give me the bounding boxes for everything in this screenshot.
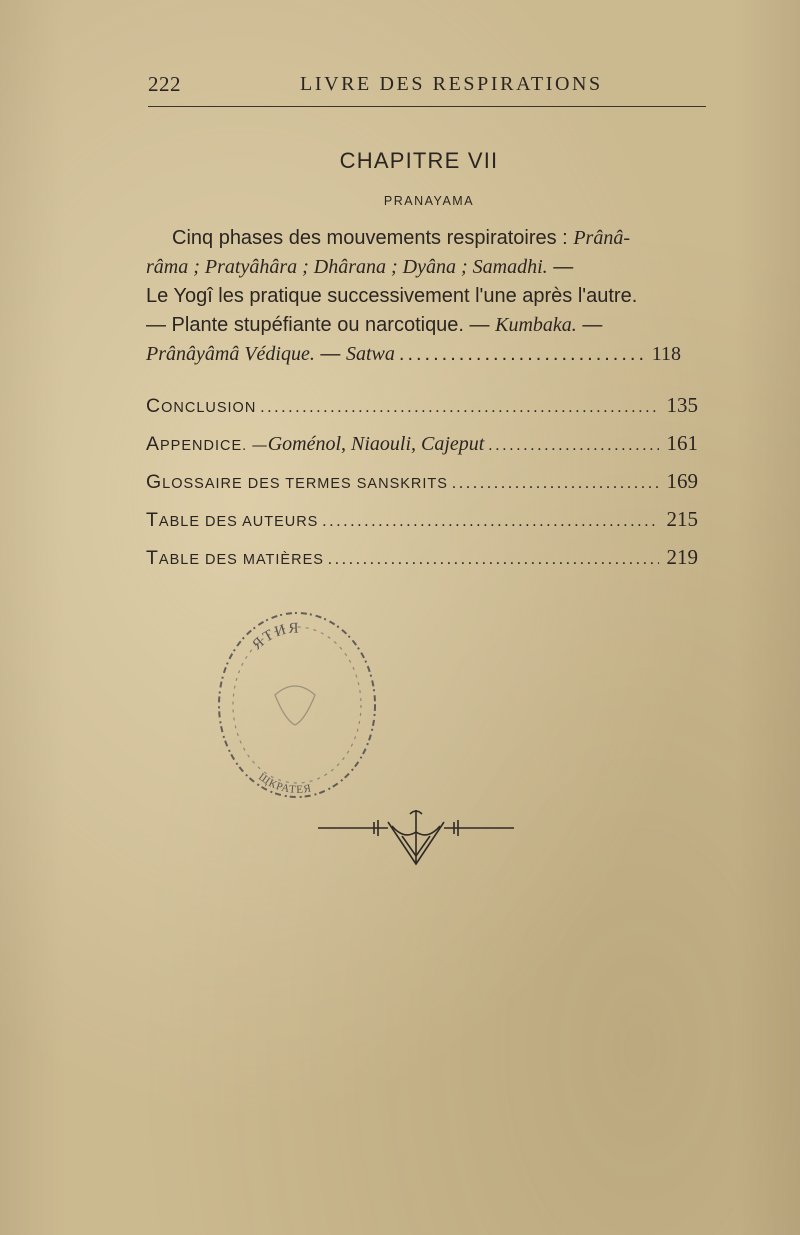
running-title: LIVRE DES RESPIRATIONS	[300, 73, 603, 95]
chapter-title: CHAPITRE VII	[339, 148, 499, 173]
page-ref: 161	[666, 431, 698, 455]
summary-line: râma ; Pratyâhâra ; Dhârana ; Dyâna ; Samadhi. —	[146, 256, 574, 278]
toc-entry: GLOSSAIRE DES TERMES SANSKRITS ..... 169	[146, 469, 698, 507]
page-ref: 135	[666, 393, 698, 417]
toc-entry: APPENDICE. — Goménol, Niaouli, Cajeput ..... 161	[146, 431, 698, 469]
stamp-top-text: ЯТИЯ	[249, 620, 301, 654]
stamp-bottom-text: ЩКРАТЕЯ	[256, 770, 313, 796]
toc-entry: CONCLUSION ..... 135	[146, 393, 698, 431]
page-ref: 215	[666, 507, 698, 531]
toc-list	[146, 393, 698, 583]
dot-leader	[260, 399, 658, 417]
dot-leader	[399, 340, 644, 369]
chapter-summary	[146, 224, 681, 369]
page-ref: 118	[651, 343, 681, 365]
library-stamp	[205, 600, 390, 810]
chapter-subtitle: PRANAYAMA	[383, 194, 475, 208]
dot-leader	[328, 551, 659, 569]
dot-leader	[452, 475, 659, 493]
page-ref: 219	[666, 545, 698, 569]
header-rule	[148, 106, 706, 107]
summary-line: Cinq phases des mouvements respiratoires : Prânâ-	[172, 227, 630, 249]
summary-line: — Plante stupéfiante ou narcotique. — Kumbaka. —	[146, 314, 603, 336]
toc-entry: TABLE DES AUTEURS ..... 215	[146, 507, 698, 545]
summary-line: Prânâyâmâ Védique. — Satwa ..... 118	[146, 340, 681, 369]
toc-entry: TABLE DES MATIÈRES ..... 219	[146, 545, 698, 583]
dot-leader	[488, 437, 658, 455]
summary-line: Le Yogî les pratique successivement l'une après l'autre.	[146, 285, 638, 307]
page-ref: 169	[666, 469, 698, 493]
page-number: 222	[148, 72, 181, 96]
tailpiece-ornament	[318, 806, 514, 870]
dot-leader	[322, 513, 658, 531]
